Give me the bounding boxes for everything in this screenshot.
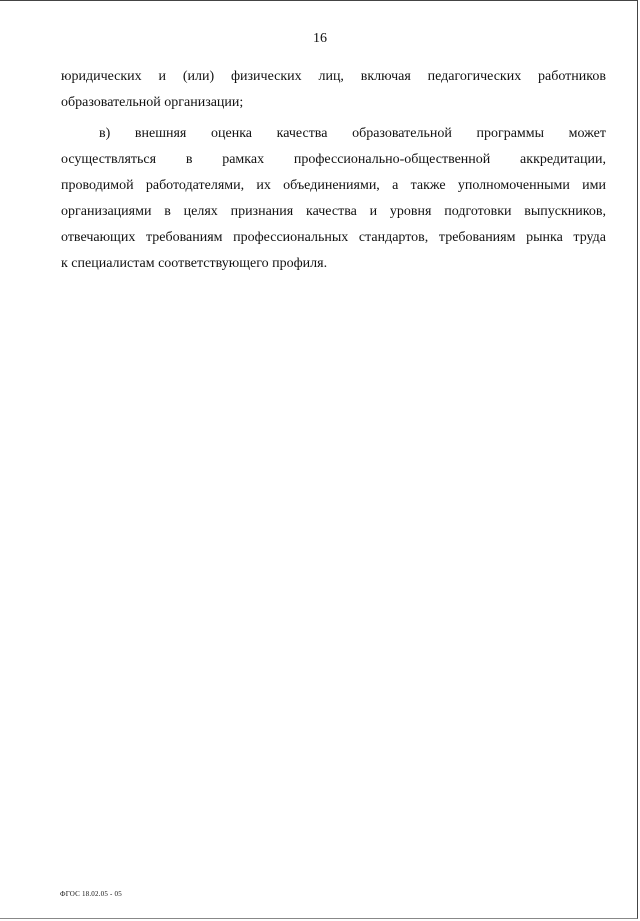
paragraph-continuation (61, 64, 606, 116)
text-line: образовательной организации; (61, 95, 244, 110)
text-line: в) внешняя оценка качества образовательной программы может (99, 126, 606, 141)
text-line: организациями в целях признания качества и уровня подготовки выпускников, (61, 204, 606, 219)
text-line: проводимой работодателями, их объединениями, а также уполномоченными ими (61, 178, 606, 193)
footer-code: ФГОС 18.02.05 - 05 (60, 890, 122, 898)
text-line: осуществляться в рамках профессионально-общественной аккредитации, (61, 152, 606, 167)
paragraph-b (61, 121, 606, 277)
text-line: к специалистам соответствующего профиля. (61, 256, 328, 271)
document-body (61, 64, 606, 277)
text-line: юридических и (или) физических лиц, включая педагогических работников (61, 69, 606, 84)
text-line: отвечающих требованиям профессиональных стандартов, требованиям рынка труда (61, 230, 606, 245)
page-number: 16 (313, 31, 327, 46)
